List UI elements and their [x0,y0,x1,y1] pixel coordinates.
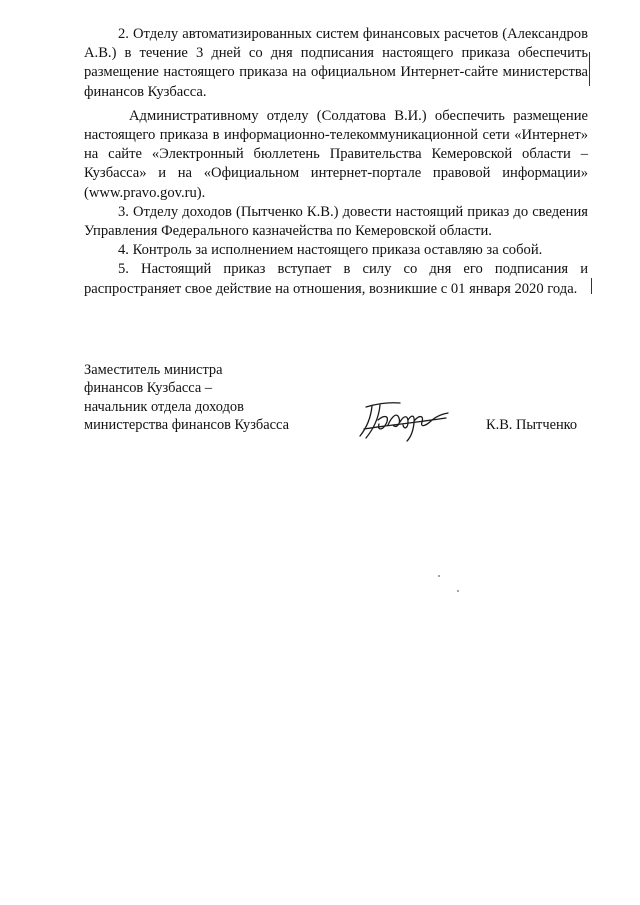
scan-speck [457,590,459,592]
handwritten-signature [352,398,452,442]
signatory-name: К.В. Пытченко [486,417,578,433]
paragraph-2: 2. Отделу автоматизированных систем финансовых расчетов (Александров А.В.) в течение 3 дней со дня подписания настоящего приказа обеспечить размещение настоящего приказа на официальном Интернет-сайте министерства финансов Кузбасса. [84,26,588,100]
scan-edge-mark [589,52,590,86]
paragraph-admin-department: Административному отделу (Солдатова В.И.) обеспечить размещение настоящего приказа в информационно-телекоммуникационной сети «Интернет» на сайте «Электронный бюллетень Правительства Кемеровской области – Кузбасса» и на «Официальном интернет-портале правовой информации» (www.pravo.gov.ru). [84,107,588,201]
paragraph-5: 5. Настоящий приказ вступает в силу со дня его подписания и распространяет свое действие на отношения, возникшие с 01 января 2020 года. [84,261,588,297]
paragraph-4: 4. Контроль за исполнением настоящего приказа оставляю за собой. [118,242,543,259]
paragraph-3: 3. Отделу доходов (Пытченко К.В.) довести настоящий приказ до сведения Управления Федерального казначейства по Кемеровской области. [84,203,588,240]
signatory-title [84,361,289,435]
signatory-title-line: начальник отдела доходов [84,398,244,415]
scan-edge-mark [591,278,592,294]
scan-speck [438,575,440,577]
order-body [84,25,588,299]
signatory-title-line: Заместитель министра [84,362,223,378]
signatory-title-line: финансов Кузбасса – [84,380,213,397]
signatory-title-line: министерства финансов Кузбасса [84,417,289,434]
